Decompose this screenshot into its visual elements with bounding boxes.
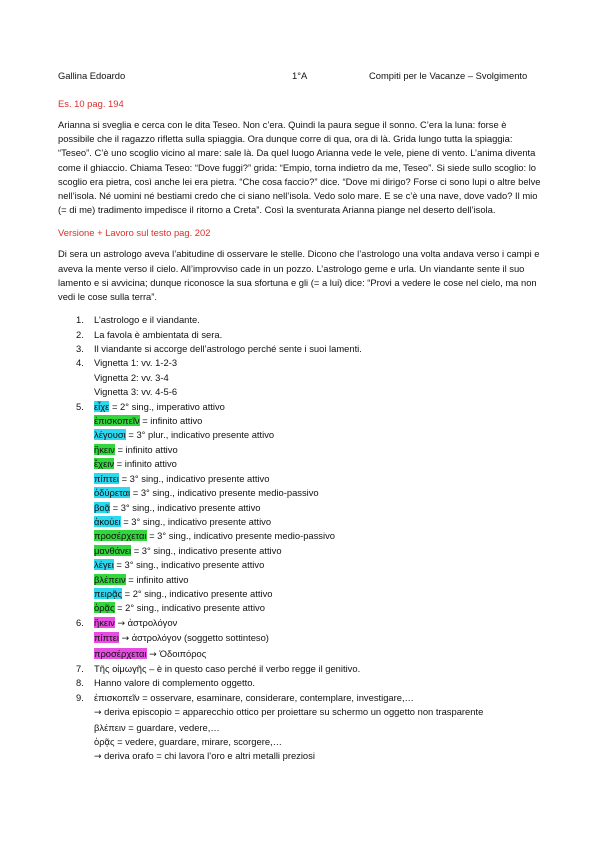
verb-analysis: = 2° sing., indicativo presente attivo [122, 587, 273, 599]
answer-text: La favola è ambientata di sera. [94, 328, 223, 340]
greek-verb: ἥκειν [94, 616, 115, 628]
greek-verb: λέγει [94, 559, 114, 571]
greek-verb: προσέρχεται [94, 530, 147, 542]
greek-verb: ἐπισκοπεῖν [94, 415, 140, 427]
arrow-right-icon: → [149, 649, 157, 660]
answer-text: deriva orafo = chi lavora l’oro e altri metalli preziosi [101, 750, 315, 762]
list-item [58, 400, 544, 616]
verb-analysis: = 3° sing., indicativo presente attivo [131, 544, 282, 556]
greek-verb: λέγουσι [94, 429, 126, 441]
answer-text: L’astrologo e il viandante. [94, 314, 200, 326]
arrow-right-icon: → [121, 634, 130, 645]
answers-list [58, 313, 544, 765]
greek-verb: προσέρχεται [94, 647, 147, 659]
answer-text: ἐπισκοπεῖν = osservare, esaminare, considerare, contemplare, investigare,… [94, 691, 414, 703]
subject-text: ἀστρολόγον [125, 616, 178, 628]
answer-text: Il viandante si accorge dell’astrologo perché sente i suoi lamenti. [94, 343, 362, 355]
class-label: 1°A [292, 70, 308, 81]
greek-verb: βλέπειν [94, 573, 126, 585]
list-number: 6. [76, 616, 84, 628]
greek-verb: μανθάνει [94, 544, 132, 556]
list-item [58, 328, 544, 342]
verb-analysis: = infinito attivo [125, 573, 189, 585]
list-item [58, 676, 544, 690]
greek-verb: πίπτει [94, 632, 119, 644]
document-page [58, 70, 544, 765]
section2-paragraph: Di sera un astrologo aveva l’abitudine di osservare le stelle. Dicono che l’astrologo una volta andava verso i campi e aveva la mente verso il cielo. All’improvviso cade in un pozzo. L’astrologo geme e urla. Un viandante sente il suo lamento e si avvicina; dunque riconosce la sua sfortuna e gli (= a lui) dice: “Provi a vedere le cose nel cielo, ma non vedi le cose sulla terra”. [58, 248, 540, 303]
section1-heading: Es. 10 pag. 194 [58, 98, 124, 109]
verb-analysis: = 3° sing., indicativo presente medio-passivo [130, 487, 319, 499]
list-item [58, 616, 544, 662]
subject-text: ἀστρολόγον (soggetto sottinteso) [129, 632, 269, 644]
answer-text: Vignetta 2: vv. 3-4 [94, 371, 169, 383]
greek-verb: πίπτει [94, 472, 119, 484]
greek-verb: ἀκούει [94, 515, 121, 527]
list-number: 8. [76, 677, 84, 689]
arrow-right-icon: → [94, 708, 102, 719]
list-number: 1. [76, 314, 84, 326]
verb-analysis: = 2° sing., imperativo attivo [109, 400, 225, 412]
list-item [58, 691, 544, 765]
greek-verb: βοᾷ [94, 501, 111, 513]
page-header [58, 70, 544, 84]
verb-analysis: = 3° sing., indicativo presente medio-passivo [146, 530, 335, 542]
answer-text: Vignetta 1: vv. 1-2-3 [94, 357, 178, 369]
list-item [58, 313, 544, 327]
verb-analysis: = 3° sing., indicativo presente attivo [110, 501, 261, 513]
answer-text: deriva episcopio = apparecchio ottico per proiettare su schermo un oggetto non trasparente [101, 706, 484, 718]
answer-text: Vignetta 3: vv. 4-5-6 [94, 386, 178, 398]
list-number: 2. [76, 328, 84, 340]
list-number: 9. [76, 691, 84, 703]
list-item [58, 662, 544, 676]
section2-heading: Versione + Lavoro sul testo pag. 202 [58, 227, 211, 239]
verb-analysis: = infinito attivo [114, 443, 178, 455]
verb-analysis: = 3° sing., indicativo presente attivo [120, 515, 272, 527]
answer-text: βλέπειν = guardare, vedere,… [94, 721, 220, 733]
greek-verb: πειρᾷς [94, 587, 123, 599]
verb-analysis: = 3° sing., indicativo presente attivo [113, 559, 265, 571]
list-number: 7. [76, 662, 84, 674]
verb-analysis: = 3° sing., indicativo presente attivo [119, 472, 270, 484]
document-title: Compiti per le Vacanze – Svolgimento [369, 70, 528, 81]
greek-verb: ὀδύρεται [94, 487, 131, 499]
arrow-right-icon: → [94, 752, 102, 763]
greek-verb: ὁρᾷς [94, 602, 115, 614]
verb-analysis: = 3° plur., indicativo presente attivo [125, 429, 275, 441]
list-item [58, 356, 544, 399]
greek-verb: εἶχε [94, 400, 110, 412]
greek-verb: ἔχειν [94, 458, 115, 470]
answer-text: ὁρᾷς = vedere, guardare, mirare, scorgere,… [94, 736, 283, 748]
subject-text: Ὁδοιπόρος [156, 647, 207, 659]
greek-verb: ἥκειν [94, 443, 115, 455]
verb-analysis: = 2° sing., indicativo presente attivo [114, 602, 265, 614]
list-item [58, 342, 544, 356]
verb-analysis: = infinito attivo [114, 458, 177, 470]
list-number: 5. [76, 400, 84, 412]
list-number: 3. [76, 343, 84, 355]
answer-text: Τῆς οἰμωγῆς – è in questo caso perché il verbo regge il genitivo. [94, 662, 361, 674]
list-number: 4. [76, 357, 84, 369]
verb-analysis: = infinito attivo [139, 415, 203, 427]
answer-text: Hanno valore di complemento oggetto. [94, 677, 256, 689]
section1-paragraph: Arianna si sveglia e cerca con le dita Teseo. Non c’era. Quindi la paura segue il sonno. C’era la luna: forse è possibile che il ragazzo rifletta sulla spiaggia. Ora dunque corre di qua, ora di là. Grida lungo tutta la spiaggia: “Teseo”. C’è uno scoglio vicino al mare: sale là. Da quel luogo Arianna vede le vele, piene di vento. L’anima diventa come il ghiaccio. Chiama Teseo: “Dove fuggi?” grida: “Empio, torna indietro da me, Teseo”. Si siede sullo scoglio: lo scoglio era pietra, così anche lei era pietra. “Che cosa faccio?” dice. “Dove mi dirigo? Forse ci sono lupi o altre belve nell’isola. Né uomini né bestiami credo che ci siano nell’isola. Vedo solo mare. E se c’è una nave, dove vado? Il mio (= di me) tradimento impedisce il ritorno a Creta”. Così la sventurata Arianna piange nel deserto dell’isola. [58, 119, 541, 216]
student-name: Gallina Edoardo [58, 70, 126, 81]
arrow-right-icon: → [117, 618, 126, 629]
